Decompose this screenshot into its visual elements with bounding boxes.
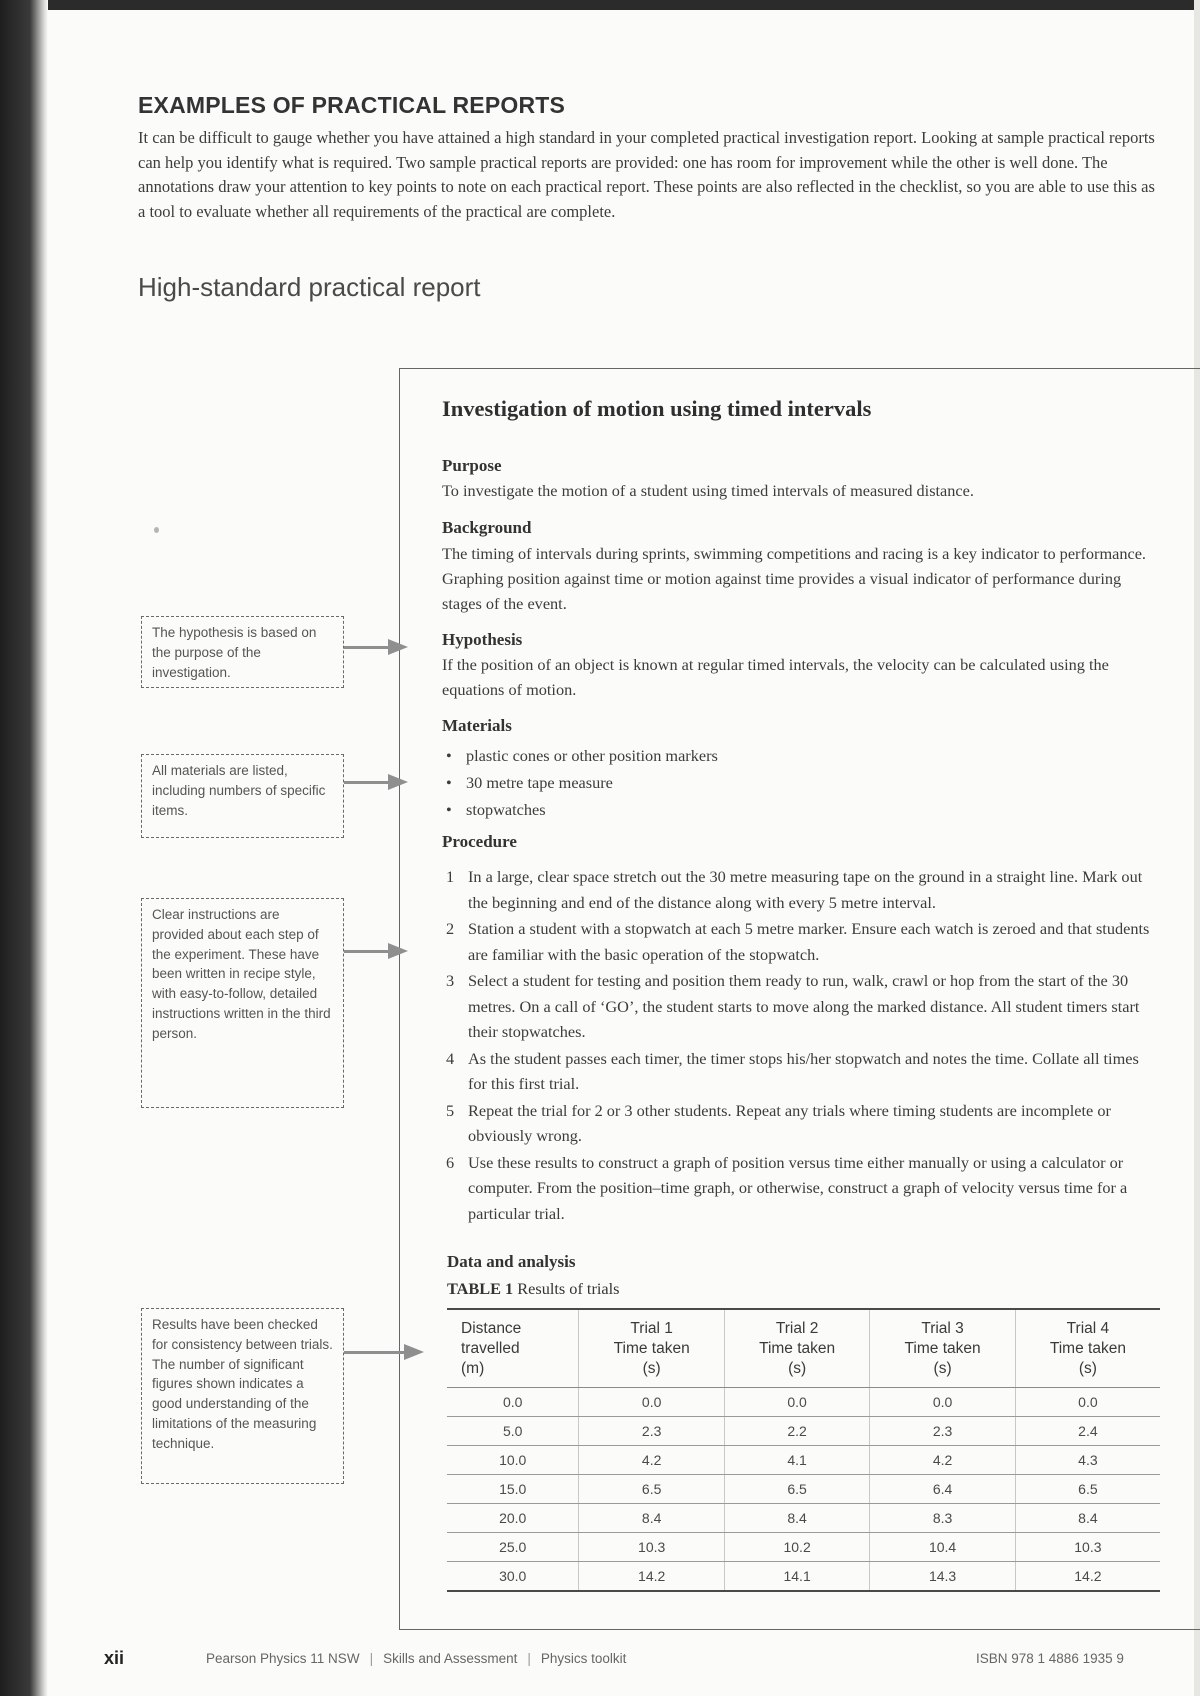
step-number: 6 [446,1152,455,1172]
footer-book: Pearson Physics 11 NSW [206,1651,360,1666]
table-cell: 5.0 [447,1417,579,1446]
step-number: 3 [446,971,455,990]
table-cell: 8.3 [870,1504,1015,1533]
header-line: Time taken [1049,1339,1126,1357]
footer-separator: | [369,1651,374,1666]
table-cell: 8.4 [579,1504,724,1533]
materials-heading: Materials [442,716,512,735]
table-cell: 30.0 [447,1562,579,1592]
list-item: • plastic cones or other position markers [446,742,946,769]
header-line: travelled [461,1339,520,1357]
page-number: xii [104,1648,125,1668]
procedure-step [446,1150,1160,1227]
table-cell: 4.2 [870,1446,1015,1475]
procedure-step [446,1046,1160,1097]
background-heading: Background [442,518,532,537]
procedure-heading: Procedure [442,832,517,851]
table-header-cell [724,1309,869,1388]
table-cell: 4.2 [579,1446,724,1475]
table-header-row [447,1309,1160,1388]
table-cell: 10.4 [870,1533,1015,1562]
table-cell: 14.3 [870,1562,1015,1592]
table-cell: 0.0 [870,1388,1015,1417]
subheading: High-standard practical report [138,272,481,302]
table-caption-text: Results of trials [517,1279,620,1298]
table-header-cell [447,1309,579,1388]
arrow-icon [344,646,390,649]
procedure-list [446,864,1160,1227]
header-line: (s) [933,1359,952,1377]
table-row [447,1562,1160,1592]
table-cell: 2.2 [724,1417,869,1446]
purpose-heading: Purpose [442,456,502,475]
background-text: The timing of intervals during sprints, swimming competitions and racing is a key indicator to performance. Graphing position against time or motion against time provides a visual indicator of performance during stages of the event. [442,544,1147,613]
step-text: Station a student with a stopwatch at each 5 metre marker. Ensure each watch is zeroed and that students are familiar with the basic operation of the stopwatch. [468,919,1150,964]
results-table [447,1308,1160,1592]
header-line: Time taken [759,1339,836,1357]
table-cell: 2.4 [1015,1417,1160,1446]
table-header-cell [579,1309,724,1388]
step-number: 1 [446,867,455,886]
table-cell: 4.1 [724,1446,869,1475]
hypothesis-heading: Hypothesis [442,630,523,649]
annotation-results: Results have been checked for consistency between trials. The number of significant figures shown indicates a good understanding of the limitations of the measuring technique. [141,1308,344,1484]
table-cell: 10.3 [579,1533,724,1562]
hypothesis-text: If the position of an object is known at regular timed intervals, the velocity can be calculated using the equations of motion. [442,655,1109,699]
header-line: (s) [642,1359,661,1377]
table-cell: 6.5 [579,1475,724,1504]
arrow-icon [344,1351,406,1354]
table-cell: 14.2 [1015,1562,1160,1592]
footer-chapter: Physics toolkit [540,1651,627,1666]
table-cell: 14.2 [579,1562,724,1592]
table-cell: 0.0 [447,1388,579,1417]
materials-list [446,742,946,823]
footer-isbn: ISBN 978 1 4886 1935 9 [976,1651,1124,1666]
table-row [447,1417,1160,1446]
annotation-procedure: Clear instructions are provided about each step of the experiment. These have been written in recipe style, with easy-to-follow, detailed instructions written in the third person. [141,898,344,1108]
step-number: 4 [446,1048,455,1068]
list-item: • 30 metre tape measure [446,769,946,796]
procedure-step [446,968,1160,1045]
table-cell: 6.5 [1015,1475,1160,1504]
table-cell: 2.3 [870,1417,1015,1446]
table-header-cell [1015,1309,1160,1388]
annotation-materials: All materials are listed, including numbers of specific items. [141,754,344,838]
header-line: Distance [461,1319,522,1337]
table-row [447,1475,1160,1504]
table-row [447,1388,1160,1417]
page-top-edge [0,0,1200,10]
table-header-cell [870,1309,1015,1388]
margin-mark [154,527,159,533]
table-cell: 8.4 [1015,1504,1160,1533]
header-line: Trial 4 [1066,1319,1110,1337]
table-row [447,1446,1160,1475]
table-cell: 4.3 [1015,1446,1160,1475]
header-line: Time taken [613,1339,690,1357]
table-cell: 6.5 [724,1475,869,1504]
footer-separator: | [527,1651,531,1666]
footer-section: Skills and Assessment [383,1651,518,1666]
table-cell: 10.0 [447,1446,579,1475]
section-title: EXAMPLES OF PRACTICAL REPORTS [138,92,566,118]
step-number: 2 [446,919,455,938]
step-text: As the student passes each timer, the timer stops his/her stopwatch and notes the time. Collate all times for this first trial. [468,1048,1139,1093]
header-line: (s) [1078,1359,1097,1377]
table-label: TABLE 1 [447,1279,514,1298]
header-line: (s) [788,1359,807,1377]
table-cell: 25.0 [447,1533,579,1562]
table-cell: 20.0 [447,1504,579,1533]
step-text: In a large, clear space stretch out the 30 metre measuring tape on the ground in a straight line. Mark out the beginning and end of the distance along with every 5 metre interval. [468,867,1143,912]
book-spine-shadow [0,0,48,1696]
purpose-text: To investigate the motion of a student using timed intervals of measured distance. [442,481,974,500]
annotation-hypothesis: The hypothesis is based on the purpose of the investigation. [141,616,344,688]
header-line: Time taken [904,1339,981,1357]
step-text: Repeat the trial for 2 or 3 other students. Repeat any trials where timing students are incomplete or obviously wrong. [468,1100,1111,1145]
procedure-step [446,1098,1160,1149]
report-title: Investigation of motion using timed intervals [442,396,872,421]
table-cell: 10.2 [724,1533,869,1562]
intro-paragraph: It can be difficult to gauge whether you have attained a high standard in your completed practical investigation report. Looking at sample practical reports can help you identify what is required. Two sample practical reports are provided: one has room for improvement while the other is well done. The annotations draw your attention to key points to note on each practical report. These points are also reflected in the checklist, so you are able to use this as a tool to evaluate whether all requirements of the practical are complete. [138,128,1155,221]
arrow-icon [344,950,390,953]
table-cell: 6.4 [870,1475,1015,1504]
list-item: • stopwatches [446,796,946,823]
arrow-icon [344,781,390,784]
table-cell: 0.0 [724,1388,869,1417]
step-text: Select a student for testing and position them ready to run, walk, crawl or hop from the start of the 30 metres. On a call of ‘GO’, the student starts to move along the marked distance. All student timers start their stopwatches. [468,971,1140,1041]
table-cell: 0.0 [1015,1388,1160,1417]
header-line: (m) [461,1359,485,1377]
header-line: Trial 2 [775,1319,819,1337]
footer-running-title [206,1651,626,1666]
step-text: Use these results to construct a graph of position versus time either manually or using a calculator or computer. From the position–time graph, or otherwise, construct a graph of velocity versus time for a particular trial. [468,1152,1128,1223]
table-cell: 8.4 [724,1504,869,1533]
procedure-step [446,864,1160,915]
table-row [447,1504,1160,1533]
header-line: Trial 1 [630,1319,673,1337]
table-cell: 10.3 [1015,1533,1160,1562]
table-cell: 0.0 [579,1388,724,1417]
table-cell: 2.3 [579,1417,724,1446]
table-caption [447,1279,619,1299]
table-cell: 15.0 [447,1475,579,1504]
step-number: 5 [446,1100,455,1120]
data-analysis-heading: Data and analysis [447,1252,576,1271]
table-cell: 14.1 [724,1562,869,1592]
header-line: Trial 3 [921,1319,964,1337]
table-row [447,1533,1160,1562]
procedure-step [446,916,1160,967]
